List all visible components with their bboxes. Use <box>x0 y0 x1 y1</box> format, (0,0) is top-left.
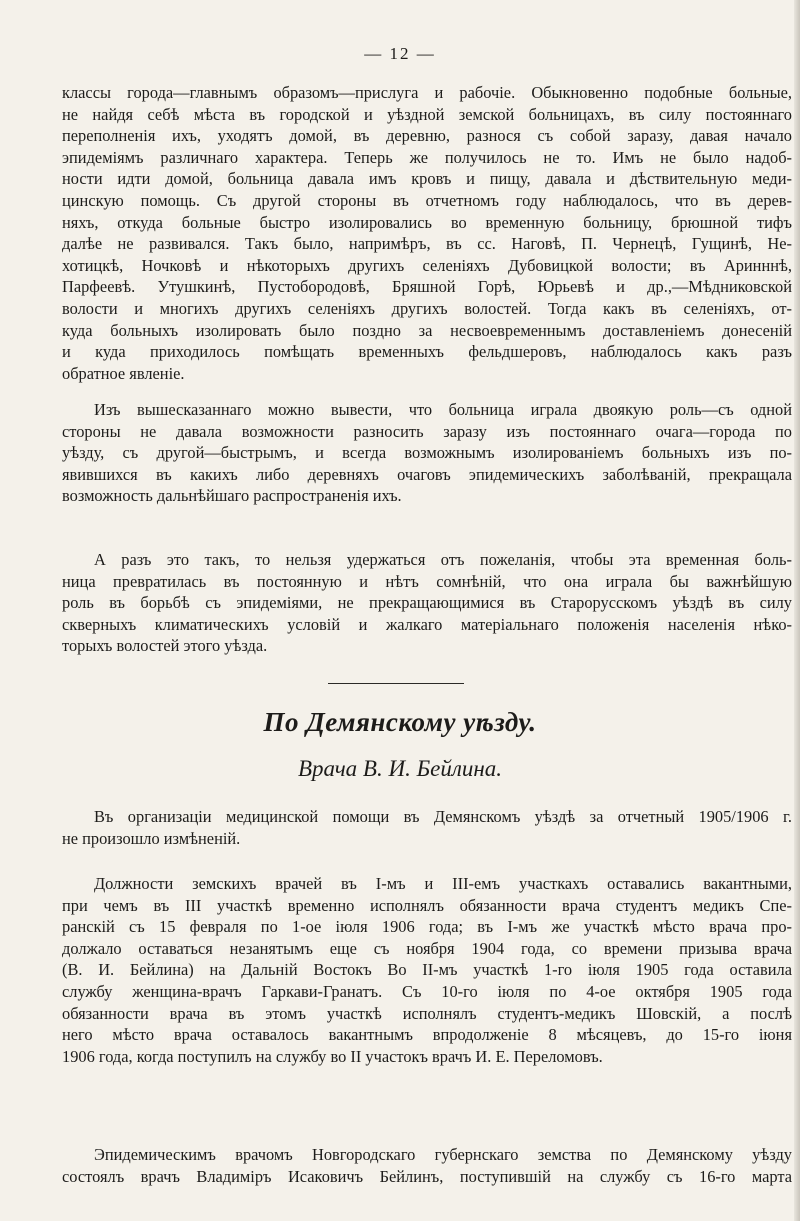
text-line: и куда приходилось помѣщать временныхъ фельдшеровъ, наблюдалось какъ разъ <box>62 342 792 362</box>
text-line: него мѣсто врача оставалось вакантнымъ впродолженіе 8 мѣсяцевъ, до 15-го іюня <box>62 1025 792 1045</box>
text-line: скверныхъ климатическихъ условій и жалкаго матеріальнаго положенія населенія нѣко- <box>62 614 792 634</box>
section-title: По Демянскому уѣзду. <box>263 707 537 737</box>
paragraph-4 <box>62 806 792 849</box>
paragraph-5 <box>62 873 792 1067</box>
text-line: переполненія ихъ, уходятъ домой, въ деревню, разнося съ собой заразу, давая начало <box>62 126 792 146</box>
text-line: далѣе не развивался. Такъ было, напримѣръ, въ сс. Наговѣ, П. Чернецѣ, Гущинѣ, Не- <box>62 234 792 254</box>
text-line: Въ организаціи медицинской помощи въ Демянскомъ уѣздѣ за отчетный 1905/1906 г. <box>94 807 792 826</box>
text-line: службу женщина-врачъ Гаркави-Гранатъ. Съ 10-го іюля по 4-ое октября 1905 года <box>62 981 792 1001</box>
text-line: ности идти домой, больница давала имъ кровъ и пищу, давала и дѣствительную меди- <box>62 169 792 189</box>
text-line: обязанности врача въ этомъ участкѣ исполнялъ студентъ-медикъ Шовскій, а послѣ <box>62 1003 792 1023</box>
text-line: уѣзду, съ другой—быстрымъ, и всегда возможнымъ изолированіемъ больныхъ изъ по- <box>62 443 792 463</box>
text-line: Парфеевѣ. Утушкинѣ, Пустобородовѣ, Бряшной Горѣ, Юрьевѣ и др.,—Мѣдниковской <box>62 277 792 297</box>
text-line: при чемъ въ III участкѣ временно исполнялъ обязанности врача студентъ медикъ Спе- <box>62 895 792 915</box>
text-line: Должности земскихъ врачей въ I-мъ и III-емъ участкахъ оставались вакантными, <box>94 874 792 893</box>
text-line: не найдя себѣ мѣста въ городской и уѣздной земской больницахъ, въ силу постояннаго <box>62 104 792 124</box>
text-line: цинскую помощь. Съ другой стороны въ отчетномъ году наблюдалось, что въ дерев- <box>62 190 792 210</box>
text-line: возможность дальнѣйшаго распространенія ихъ. <box>62 486 402 506</box>
text-line: эпидеміямъ различнаго характера. Теперь же получилось не то. Имъ не было надоб- <box>62 147 792 167</box>
text-line: волости и многихъ другихъ селеніяхъ другихъ волостей. Тогда какъ въ селеніяхъ, от- <box>62 298 792 318</box>
text-line: явившихся въ какихъ либо деревняхъ очаговъ эпидемическихъ заболѣваній, прекращала <box>62 464 792 484</box>
text-line: 1906 года, когда поступилъ на службу во II участокъ врачъ И. Е. Переломовъ. <box>62 1046 603 1066</box>
text-line: обратное явленіе. <box>62 363 185 383</box>
text-line: классы города—главнымъ образомъ—прислуга и рабочіе. Обыкновенно подобные больные, <box>62 83 792 102</box>
text-line: должало оставаться незанятымъ еще съ ноября 1904 года, со времени призыва врача <box>62 938 792 958</box>
text-line: Изъ вышесказаннаго можно вывести, что больница играла двоякую роль—съ одной <box>94 400 792 419</box>
text-line: куда больныхъ изолировать было поздно за несвоевременнымъ доставленіемъ донесеній <box>62 320 792 340</box>
paragraph-6 <box>62 1144 792 1187</box>
paragraph-3 <box>62 549 792 657</box>
page-edge <box>794 0 800 1221</box>
section-divider <box>328 683 464 684</box>
text-line: стороны не давала возможности разносить заразу изъ постояннаго очага—города по <box>62 421 792 441</box>
text-line: торыхъ волостей этого уѣзда. <box>62 636 268 656</box>
text-line: состоялъ врачъ Владиміръ Исаковичъ Бейлинъ, поступившій на службу съ 16-го марта <box>62 1166 792 1186</box>
text-line: А разъ это такъ, то нельзя удержаться отъ пожеланія, чтобы эта временная боль- <box>94 550 792 569</box>
paragraph-2 <box>62 399 792 507</box>
text-line: роль въ борьбѣ съ эпидеміями, не прекращающимися въ Старорусскомъ уѣздѣ въ силу <box>62 593 792 613</box>
text-line: няхъ, откуда больные быстро изолировались во временную больницу, брюшной тифъ <box>62 212 792 232</box>
text-line: Эпидемическимъ врачомъ Новгородскаго губернскаго земства по Демянскому уѣзду <box>94 1145 792 1164</box>
text-line: хотицкѣ, Ночковѣ и нѣкоторыхъ другихъ селеніяхъ Дубовицкой волости; въ Аринннѣ, <box>62 255 792 275</box>
text-line: не произошло измѣненій. <box>62 828 241 848</box>
section-author: Врача В. И. Бейлина. <box>297 756 503 781</box>
paragraph-1 <box>62 82 792 384</box>
text-line: (В. И. Бейлина) на Дальній Востокъ Во II-мъ участкѣ 1-го іюля 1905 года оставила <box>62 960 792 980</box>
page-number: — 12 — <box>364 44 436 63</box>
text-line: ница превратилась въ постоянную и нѣтъ сомнѣній, что она играла бы важнѣйшую <box>62 571 792 591</box>
text-line: ранскій съ 15 февраля по 1-ое іюля 1906 года; въ I-мъ же участкѣ мѣсто врача про- <box>62 917 792 937</box>
